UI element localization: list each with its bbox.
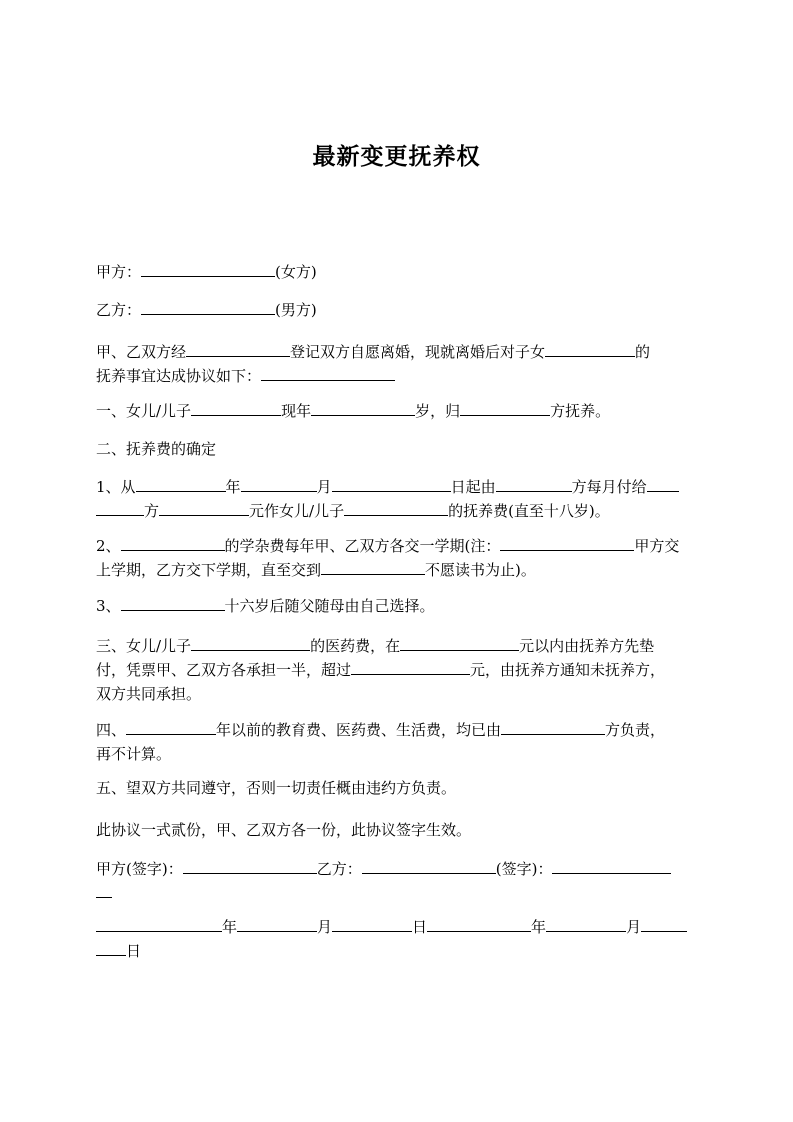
clause-3-text-1: 三、女儿/儿子 bbox=[96, 637, 192, 655]
clause-5: 五、望双方共同遵守，否则一切责任概由违约方负责。 bbox=[96, 779, 457, 797]
clause-4-text-1: 四、 bbox=[96, 721, 127, 739]
clause-2-3 bbox=[96, 594, 706, 618]
clause-1 bbox=[96, 399, 706, 423]
clause-3-text-5: 元，由抚养方通知未抚养方， bbox=[470, 661, 666, 679]
tuition-child-blank[interactable] bbox=[121, 535, 225, 551]
party-a-label: 甲方： bbox=[96, 263, 142, 281]
clause-2-1-text-1: 1、从 bbox=[96, 478, 136, 496]
start-day-blank[interactable] bbox=[332, 476, 451, 492]
payee-blank-start[interactable] bbox=[647, 476, 679, 492]
clause-2-2-text-4: 上学期，乙方交下学期，直至交到 bbox=[96, 561, 322, 579]
intro-paragraph bbox=[96, 340, 706, 388]
clause-1-text-4: 方抚养。 bbox=[550, 402, 611, 420]
signature-text-2: 乙方： bbox=[316, 860, 362, 878]
children-blank[interactable] bbox=[545, 341, 635, 357]
document-title: 最新变更抚养权 bbox=[312, 144, 481, 170]
clause-2-2-text-5: 不愿读书为止)。 bbox=[425, 561, 536, 579]
medical-exceed-blank[interactable] bbox=[351, 659, 470, 675]
date-a-year-label: 年 bbox=[222, 918, 238, 936]
clause-2-3-text-1: 3、 bbox=[96, 597, 121, 615]
clause-2-1-text-8: 的抚养费(直至十八岁)。 bbox=[448, 502, 610, 520]
start-month-blank[interactable] bbox=[241, 476, 317, 492]
payer-blank[interactable] bbox=[496, 476, 572, 492]
payee-blank-end[interactable] bbox=[96, 500, 144, 516]
party-b-line bbox=[96, 298, 706, 322]
party-b-blank[interactable] bbox=[141, 299, 275, 315]
study-until-blank[interactable] bbox=[321, 559, 425, 575]
date-b-year-blank[interactable] bbox=[427, 916, 531, 932]
start-year-blank[interactable] bbox=[136, 476, 226, 492]
clause-1-text-2: 现年 bbox=[281, 402, 312, 420]
party-a-signature-blank[interactable] bbox=[183, 858, 317, 874]
copies-statement: 此协议一式贰份，甲、乙双方各一份，此协议签字生效。 bbox=[96, 821, 472, 839]
clause-2-3-text-2: 十六岁后随父随母由自己选择。 bbox=[224, 597, 435, 615]
clause-2-2-text-2: 的学杂费每年甲、乙双方各交一学期(注： bbox=[224, 537, 501, 555]
registry-blank[interactable] bbox=[186, 341, 290, 357]
clause-3-text-6: 双方共同承担。 bbox=[96, 685, 202, 703]
clause-2-1 bbox=[96, 475, 706, 523]
clause-2-1-text-5: 方每月付给 bbox=[571, 478, 647, 496]
date-b-month-label: 月 bbox=[626, 918, 642, 936]
clause-2-heading: 二、抚养费的确定 bbox=[96, 440, 217, 458]
child-blank-2[interactable] bbox=[344, 500, 448, 516]
date-a-day-blank[interactable] bbox=[332, 916, 412, 932]
date-a-day-label: 日 bbox=[412, 918, 428, 936]
clause-3-text-2: 的医药费，在 bbox=[310, 637, 401, 655]
date-b-day-blank-end[interactable] bbox=[96, 940, 126, 956]
signature-line bbox=[96, 857, 706, 905]
clause-2-1-text-2: 年 bbox=[225, 478, 241, 496]
choice-child-blank[interactable] bbox=[121, 595, 225, 611]
party-b-signature-blank[interactable] bbox=[362, 858, 496, 874]
intro-text-1: 甲、乙双方经 bbox=[96, 343, 187, 361]
date-b-month-blank[interactable] bbox=[546, 916, 626, 932]
medical-child-blank[interactable] bbox=[191, 635, 310, 651]
signature-blank-end[interactable] bbox=[96, 882, 112, 898]
date-b-day-label: 日 bbox=[126, 942, 142, 960]
clause-4-text-3: 方负责， bbox=[605, 721, 666, 739]
responsible-blank[interactable] bbox=[501, 719, 605, 735]
date-a-month-label: 月 bbox=[317, 918, 333, 936]
date-b-day-blank-start[interactable] bbox=[641, 916, 687, 932]
clause-3-text-4: 付，凭票甲、乙双方各承担一半，超过 bbox=[96, 661, 352, 679]
amount-blank[interactable] bbox=[159, 500, 249, 516]
party-a-blank[interactable] bbox=[141, 261, 275, 277]
clause-4 bbox=[96, 718, 706, 766]
age-blank[interactable] bbox=[311, 400, 415, 416]
party-a-suffix: (女方) bbox=[275, 263, 317, 281]
clause-3-text-3: 元以内由抚养方先垫 bbox=[519, 637, 655, 655]
medical-limit-blank[interactable] bbox=[400, 635, 519, 651]
clause-2-1-text-6: 方 bbox=[144, 502, 160, 520]
clause-4-text-4: 再不计算。 bbox=[96, 745, 172, 763]
signature-text-1: 甲方(签字)： bbox=[96, 860, 183, 878]
party-b-suffix: (男方) bbox=[275, 301, 317, 319]
date-line bbox=[96, 915, 706, 963]
clause-3 bbox=[96, 634, 706, 706]
intro-text-3: 的 bbox=[635, 343, 651, 361]
date-b-year-label: 年 bbox=[531, 918, 547, 936]
custody-blank[interactable] bbox=[460, 400, 550, 416]
clause-2-1-text-7: 元作女儿/儿子 bbox=[249, 502, 345, 520]
date-a-year-blank[interactable] bbox=[96, 916, 222, 932]
clause-1-text-1: 一、女儿/儿子 bbox=[96, 402, 192, 420]
intro-text-4: 抚养事宜达成协议如下： bbox=[96, 367, 262, 385]
note-blank[interactable] bbox=[500, 535, 634, 551]
clause-4-text-2: 年以前的教育费、医药费、生活费，均已由 bbox=[216, 721, 502, 739]
clause-1-text-3: 岁，归 bbox=[415, 402, 461, 420]
intro-blank[interactable] bbox=[261, 365, 395, 381]
clause-2-1-text-3: 月 bbox=[316, 478, 332, 496]
clause-2-1-text-4: 日起由 bbox=[450, 478, 496, 496]
clause-2-2-text-1: 2、 bbox=[96, 537, 121, 555]
date-a-month-blank[interactable] bbox=[237, 916, 317, 932]
party-b-label: 乙方： bbox=[96, 301, 142, 319]
clause-2-2 bbox=[96, 534, 706, 582]
party-a-line bbox=[96, 260, 706, 284]
signature-text-3: (签字)： bbox=[495, 860, 553, 878]
child-name-blank[interactable] bbox=[191, 400, 281, 416]
clause-2-2-text-3: 甲方交 bbox=[634, 537, 680, 555]
signature-blank-start[interactable] bbox=[552, 858, 671, 874]
before-year-blank[interactable] bbox=[126, 719, 216, 735]
intro-text-2: 登记双方自愿离婚，现就离婚后对子女 bbox=[290, 343, 546, 361]
